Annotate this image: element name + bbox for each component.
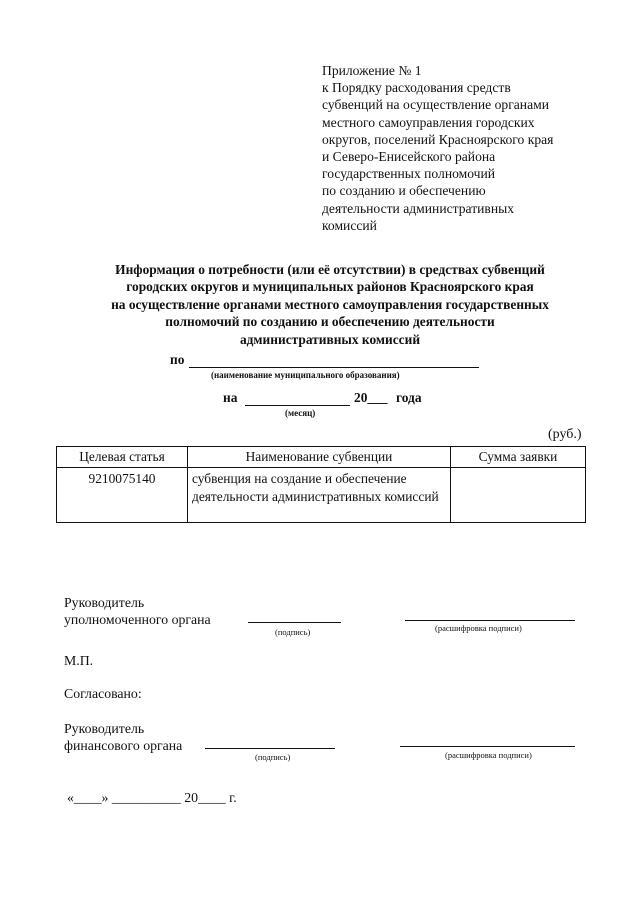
month-caption: (месяц) — [285, 408, 316, 418]
signature-caption-2: (подпись) — [255, 752, 291, 762]
municipality-fill-line[interactable] — [189, 367, 479, 368]
title-line: административных комиссий — [239, 331, 421, 347]
footer-date: «____» __________ 20____ г. — [67, 790, 237, 805]
head-label: Руководитель — [64, 595, 145, 610]
appendix-line: комиссий — [322, 217, 377, 233]
signature-caption: (подпись) — [275, 627, 311, 637]
appendix-line: округов, поселений Красноярского края — [322, 131, 554, 147]
month-fill-line[interactable] — [245, 405, 350, 406]
signature-decode-caption: (расшифровка подписи) — [435, 623, 522, 633]
header-subvention-name: Наименование субвенции — [188, 447, 451, 468]
appendix-line: местного самоуправления городских — [322, 114, 535, 130]
currency-label: (руб.) — [548, 427, 582, 442]
appendix-line: деятельности административных — [322, 200, 515, 216]
cell-request-amount[interactable] — [451, 468, 586, 523]
document-title — [60, 261, 600, 348]
header-request-amount: Сумма заявки — [451, 447, 586, 468]
signature-decode-line-2[interactable] — [400, 746, 575, 747]
title-line: полномочий по созданию и обеспечению деятельности — [165, 314, 495, 330]
finance-body-label: финансового органа — [64, 738, 183, 753]
subvention-table — [56, 446, 586, 523]
signature-line[interactable] — [248, 622, 341, 623]
signature-line-2[interactable] — [205, 748, 335, 749]
year-prefix: 20___ — [354, 390, 388, 405]
appendix-line: к Порядку расходования средств — [322, 80, 511, 96]
appendix-line: государственных полномочий — [322, 166, 496, 182]
cell-subvention-name: субвенция на создание и обеспечение деятельности административных комиссий — [188, 468, 451, 523]
cell-target-article: 9210075140 — [57, 468, 188, 523]
table-row — [57, 468, 586, 523]
title-line: Информация о потребности (или её отсутствии) в средствах субвенций — [115, 262, 545, 277]
appendix-line: Приложение № 1 — [322, 63, 422, 78]
date-prefix: на — [223, 390, 238, 405]
municipality-caption: (наименование муниципального образования) — [211, 370, 400, 380]
by-label: по — [170, 352, 185, 367]
head-label-2: Руководитель — [64, 721, 145, 736]
appendix-line: субвенций на осуществление органами — [322, 97, 549, 113]
header-target-article: Целевая статья — [57, 447, 188, 468]
agreed-label: Согласовано: — [64, 686, 142, 701]
appendix-header — [322, 62, 622, 234]
appendix-line: по созданию и обеспечению — [322, 183, 486, 199]
authorized-body-label: уполномоченного органа — [64, 612, 211, 627]
stamp-label: М.П. — [64, 653, 94, 668]
table-header-row — [57, 447, 586, 468]
appendix-line: и Северо-Енисейского района — [322, 149, 496, 165]
title-line: городских округов и муниципальных районов Красноярского края — [126, 279, 534, 295]
year-suffix: года — [396, 390, 422, 405]
signature-decode-line[interactable] — [405, 620, 575, 621]
title-line: на осуществление органами местного самоуправления государственных — [111, 296, 549, 312]
signature-decode-caption-2: (расшифровка подписи) — [445, 750, 532, 760]
